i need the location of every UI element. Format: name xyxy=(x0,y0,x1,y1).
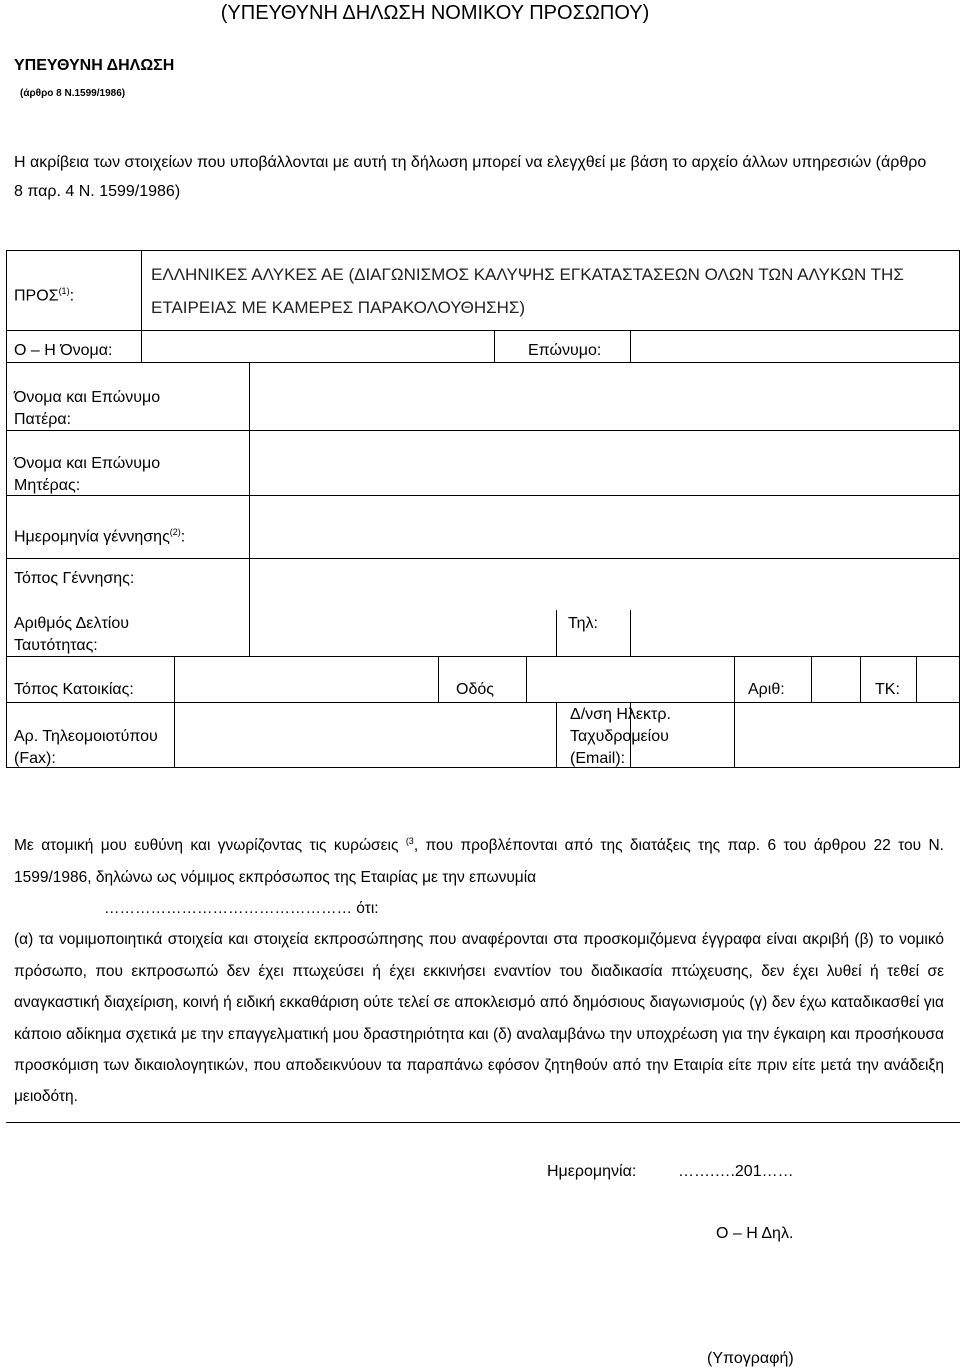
date-value: …….….201…… xyxy=(678,1163,794,1180)
form-row-divider xyxy=(6,330,960,331)
phone-label: Τηλ: xyxy=(568,615,598,632)
form-col-divider xyxy=(734,656,735,768)
form-row-divider xyxy=(6,430,960,431)
declaration-divider xyxy=(6,1122,960,1123)
residence-label: Τόπος Κατοικίας: xyxy=(14,681,134,698)
form-col-divider xyxy=(141,250,142,362)
date-label: Ημερομηνία: xyxy=(547,1163,637,1180)
id-number-label-line2: Ταυτότητας: xyxy=(14,637,98,654)
to-label: ΠΡΟΣ$^{(1)}$: xyxy=(14,286,75,305)
signature-label: (Υπογραφή) xyxy=(707,1350,794,1367)
recipient-value: ΕΛΛΗΝΙΚΕΣ ΑΛΥΚΕΣ ΑΕ (ΔΙΑΓΩΝΙΣΜΟΣ ΚΑΛΥΨΗΣ ΕΓΚΑΤΑΣΤΑΣΕΩΝ ΟΛΩΝ ΤΩΝ ΑΛΥΚΩΝ ΤΗΣ ΕΤΑΙΡΕΙΑΣ ΜΕ ΚΑΜΕΡΕΣ ΠΑΡΑΚΟΛΟΥΘΗΣΗΣ) xyxy=(151,265,904,317)
declaration-body: (α) τα νομιμοποιητικά στοιχεία και στοιχεία εκπροσώπησης που αναφέρονται στα προσκομιζόμενα έγγραφα είναι ακριβή (β) το νομικό πρόσωπο, που εκπροσωπώ δεν έχει πτωχεύσει ή έχει εκκινήσει εναντίον του διαδικασία πτώχευσης, δεν έχει λυθεί ή τεθεί σε αναγκαστική διαχείριση, κοινή ή ειδική εκκαθάριση ούτε τελεί σε αποκλεισμό από δημόσιους διαγωνισμούς (γ) δεν έχω καταδικασθεί για κάποιο αδίκημα σχετικά με την επαγγελματική μου δραστηριότητα και (δ) αναλαμβάνω την υποχρέωση για την έγκαιρη και προσήκουσα προσκόμιση των δικαιολογητικών, που αποδεικνύουν τα παραπάνω εφόσον ζητηθούν από την Εταιρία είτε πριν είτε μετά την ανάδειξη μειοδότη. xyxy=(14,931,944,1106)
name-label: Ο – Η Όνομα: xyxy=(14,342,113,359)
mother-name-label-line1: Όνομα και Επώνυμο xyxy=(14,455,161,472)
id-number-label-line1: Αριθμός Δελτίου xyxy=(14,615,129,632)
form-border-bottom xyxy=(6,767,960,768)
email-label-line1: Δ/νση Ηλεκτρ. xyxy=(570,706,671,723)
declarant-label: Ο – Η Δηλ. xyxy=(716,1225,794,1242)
form-border-left xyxy=(6,250,7,768)
form-row-divider xyxy=(6,362,960,363)
document-subtitle: (ΥΠΕΥΘΥΝΗ ΔΗΛΩΣΗ ΝΟΜΙΚΟΥ ΠΡΟΣΩΠΟΥ) xyxy=(220,2,650,24)
father-name-label-line1: Όνομα και Επώνυμο xyxy=(14,389,161,406)
street-label: Οδός xyxy=(456,681,494,698)
form-col-divider xyxy=(811,656,812,702)
company-name-placeholder: ………………………………………… ότι: xyxy=(104,899,379,917)
birth-date-label: Ημερομηνία γέννησης$^{(2)}$: xyxy=(14,527,186,546)
document-title: ΥΠΕΥΘΥΝΗ ΔΗΛΩΣΗ xyxy=(14,57,175,74)
fax-label-line1: Αρ. Τηλεομοιοτύπου xyxy=(14,728,158,745)
form-row-divider xyxy=(6,702,960,703)
form-col-divider xyxy=(494,330,495,362)
mother-name-label-line2: Μητέρας: xyxy=(14,477,81,494)
form-border-top xyxy=(6,250,960,251)
declarant-details-form xyxy=(6,250,960,768)
email-label-line3: (Email): xyxy=(570,750,626,767)
intro-paragraph: Η ακρίβεια των στοιχείων που υποβάλλονται με αυτή τη δήλωση μπορεί να ελεγχθεί με βάση το αρχείο άλλων υπηρεσιών (άρθρο 8 παρ. 4 Ν. 1599/1986) xyxy=(14,154,927,200)
form-col-divider xyxy=(174,656,175,768)
form-col-divider xyxy=(249,362,250,656)
postcode-label: ΤΚ: xyxy=(875,681,900,698)
form-row-divider xyxy=(6,656,960,657)
form-col-divider xyxy=(438,656,439,702)
street-number-label: Αριθ: xyxy=(748,681,785,698)
form-col-divider xyxy=(630,610,631,656)
surname-label: Επώνυμο: xyxy=(528,342,602,359)
form-col-divider xyxy=(556,610,557,656)
fax-label-line2: (Fax): xyxy=(14,750,56,767)
form-col-divider xyxy=(860,656,861,702)
law-reference: (άρθρο 8 Ν.1599/1986) xyxy=(20,88,126,99)
form-col-divider xyxy=(526,656,527,702)
form-row-divider xyxy=(6,558,960,559)
father-name-label-line2: Πατέρα: xyxy=(14,411,72,428)
form-row-divider xyxy=(6,495,960,496)
declaration-intro: Με ατομική μου ευθύνη και γνωρίζοντας τις κυρώσεις $^{(3}$, που προβλέπονται από της διατάξεις της παρ. 6 του άρθρου 22 του Ν. 1599/1986, δηλώνω ως νόμιμος εκπρόσωπος της Εταιρίας με την επωνυμία xyxy=(14,836,944,886)
birth-place-label: Τόπος Γέννησης: xyxy=(14,570,135,587)
declaration-text xyxy=(14,826,944,1113)
email-label-line2: Ταχυδρομείου xyxy=(570,728,669,745)
form-col-divider xyxy=(630,330,631,362)
form-col-divider xyxy=(556,702,557,768)
form-col-divider xyxy=(916,656,917,702)
